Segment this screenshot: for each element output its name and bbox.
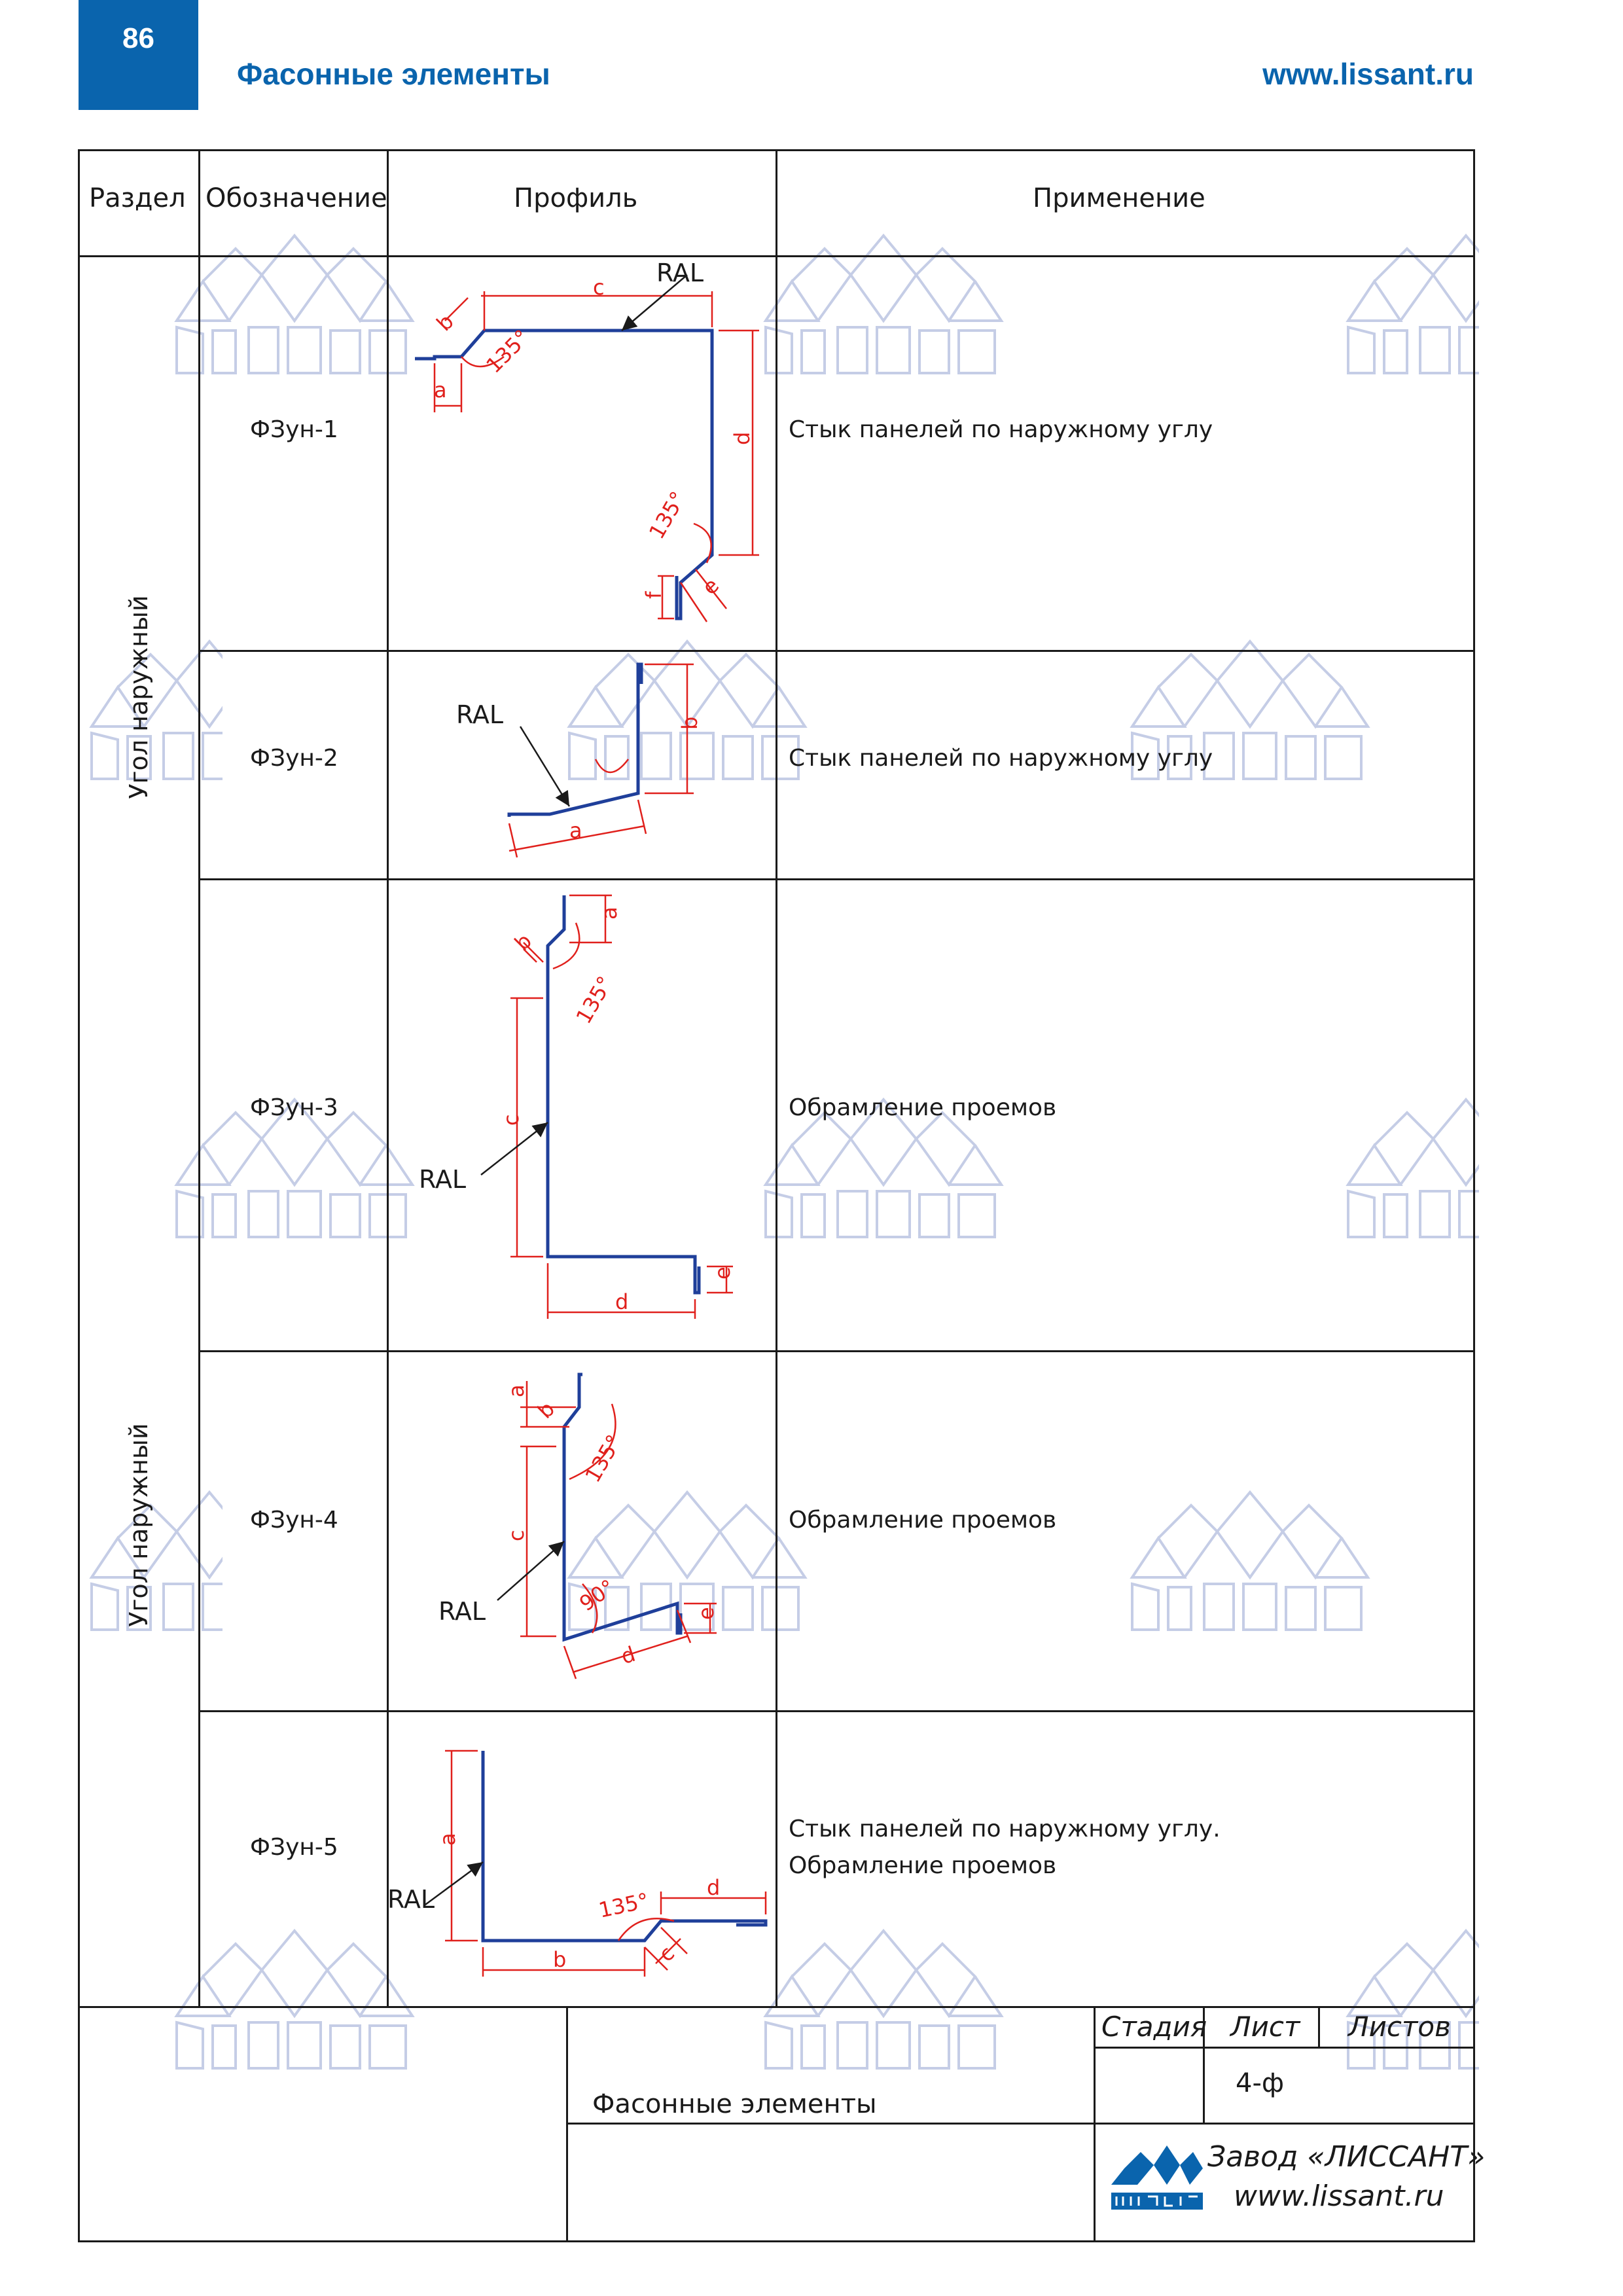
header-website-link[interactable]: www.lissant.ru [1262,57,1474,91]
label-ral: RAL [456,700,504,729]
dim-label: c [593,275,605,300]
label-ral: RAL [438,1597,486,1626]
title-block-sheet-value: 4-ф [1236,2068,1285,2098]
dim-label: a [434,378,447,403]
section-label: Угол наружный [124,595,153,799]
dim-label: e [710,1266,735,1280]
dim-label: b [677,716,702,730]
table-row-application: Обрамление проемов [789,1094,1057,1121]
dim-label: b [532,1396,560,1424]
title-block-sheet-label: Лист [1230,2011,1300,2043]
dim-label: d [618,1641,639,1670]
dim-label: c [653,1941,680,1967]
dim-label: f [641,591,666,599]
profile-fzun2-drawing [456,664,702,857]
company-name: Завод «ЛИССАНТ» [1207,2140,1486,2174]
company-logo-icon [1105,2139,1209,2217]
angle-label: 135° [644,487,691,543]
table-row-designation: ФЗун-3 [250,1094,338,1121]
table-row-application: Обрамление проемов [789,1507,1057,1534]
table-row-application-line2: Обрамление проемов [789,1852,1057,1879]
dim-label: e [694,1607,719,1620]
title-block-stage-label: Стадия [1101,2011,1207,2043]
angle-label: 135° [481,325,535,378]
title-block-sheets-label: Листов [1348,2011,1451,2043]
dim-label: b [431,309,459,336]
dim-label: d [615,1289,629,1314]
dim-label: d [730,431,755,445]
company-website-link[interactable]: www.lissant.ru [1234,2179,1444,2213]
table-row-application: Стык панелей по наружному углу [789,416,1213,443]
dim-label: a [569,818,582,843]
column-header-section: Раздел [89,183,186,213]
page-title: Фасонные элементы [237,57,550,91]
label-ral: RAL [419,1165,467,1194]
table-row-designation: ФЗун-1 [250,416,338,443]
column-header-designation: Обозначение [205,183,387,213]
page-number: 86 [79,0,198,110]
label-ral: RAL [387,1885,435,1914]
table-row-designation: ФЗун-2 [250,745,338,772]
column-header-profile: Профиль [514,183,638,213]
label-ral: RAL [656,259,704,287]
profile-fzun5-drawing [387,1751,766,1977]
angle-label: 135° [580,1430,627,1487]
dim-label: a [504,1384,529,1397]
column-header-application: Применение [1033,183,1205,213]
angle-label: 135° [571,971,618,1028]
dim-label: c [499,1114,524,1126]
title-block-name: Фасонные элементы [592,2089,877,2119]
angle-label: 135° [596,1888,651,1923]
dim-label: b [509,928,537,956]
dim-label: a [435,1833,460,1846]
angle-label: 90° [575,1574,620,1617]
table-row-designation: ФЗун-4 [250,1507,338,1534]
table-row-designation: ФЗун-5 [250,1834,338,1861]
profile-fzun1-drawing [415,259,759,622]
profile-fzun4-drawing [438,1374,719,1679]
table-row-application: Стык панелей по наружному углу. [789,1816,1221,1842]
dim-label: d [707,1875,721,1900]
section-label: Угол наружный [124,1423,153,1627]
profile-fzun3-drawing [419,895,735,1319]
dim-label: a [597,906,622,920]
dim-label: e [697,573,724,600]
table-row-application: Стык панелей по наружному углу [789,745,1213,772]
dim-label: b [553,1947,567,1972]
dim-label: c [504,1530,529,1541]
